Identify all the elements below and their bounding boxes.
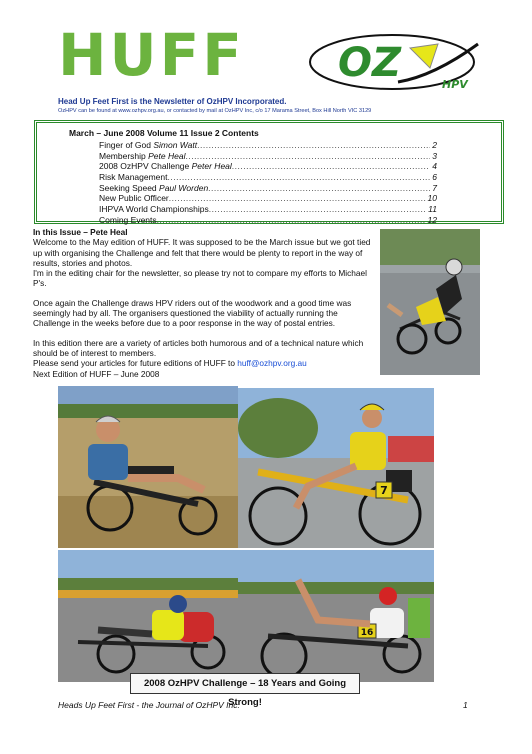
intro-paragraph: In this edition there are a variety of articles both humorous and of a technical nature which should be of interest to members. [33,337,364,358]
toc-page: 10 [427,193,437,204]
toc-page: 6 [432,172,437,183]
toc-row[interactable] [99,183,437,194]
photo-rider-red-fairing [58,550,238,682]
svg-text:OZ: OZ [338,40,402,86]
intro-heading: In this Issue – Pete Heal [33,227,128,237]
race-number: 16 [360,628,374,638]
toc-page: 4 [432,161,437,172]
intro-paragraph: Once again the Challenge draws HPV riders out of the woodwork and a good time was seemingly had by all. The organisers questioned the viability of actually running the Challenge in the weeks before due to a poor response in the way of postal entries. [33,297,352,329]
toc-title: Risk Management [99,172,168,183]
toc-title: New Public Officer [99,193,169,204]
toc-row[interactable] [99,172,437,183]
toc-leader [209,204,426,215]
toc-row[interactable] [99,161,437,172]
photo-rider-grass [58,386,238,548]
toc-author: Pete Heal [148,150,186,161]
toc-page: 11 [428,204,437,215]
toc-title: Coming Events [99,214,157,225]
ozhpv-logo [306,24,486,96]
photo-caption: 2008 OzHPV Challenge – 18 Years and Going Strong! [130,673,360,694]
next-edition: Next Edition of HUFF – June 2008 [33,368,160,379]
footer-page-number: 1 [463,700,468,710]
intro-contact-line [33,358,373,368]
photo-rider-number-16 [238,550,434,682]
toc-leader [208,183,430,194]
toc-title: IHPVA World Championships [99,204,209,215]
table-of-contents [99,140,437,226]
toc-page: 2 [432,140,437,150]
toc-author: Paul Worden [159,182,209,193]
toc-leader [157,215,426,226]
contents-heading: March – June 2008 Volume 11 Issue 2 Contents [69,128,259,138]
toc-title: Finger of God [99,140,154,150]
email-link[interactable]: huff@ozhpv.org.au [237,358,307,369]
contents-box [34,120,504,224]
svg-text:HPV: HPV [442,78,468,91]
intro-paragraph: I'm in the editing chair for the newsletter, so please try not to compare my efforts to Michael P's. [33,268,367,289]
footer-journal: Heads Up Feet First - the Journal of OzHPV Inc. [58,700,240,710]
masthead-title: HUFF [58,21,245,89]
intro-paragraph: Welcome to the May edition of HUFF. It was supposed to be the March issue but we got tied up with organising the Challenge and felt that there would be plenty to report in the way of results, stories and photos. [33,237,371,268]
intro-article [33,227,373,379]
photo-rider-track [380,229,480,375]
masthead-tagline: Head Up Feet First is the Newsletter of OzHPV Incorporated. [58,97,287,106]
toc-page: 7 [432,182,437,193]
toc-author: Peter Heal [191,161,232,172]
toc-leader [197,140,430,151]
toc-leader [185,151,430,162]
toc-row[interactable] [99,193,437,204]
toc-row[interactable] [99,140,437,151]
toc-page: 3 [432,150,437,161]
toc-title: Seeking Speed [99,182,160,193]
toc-page: 12 [427,214,437,225]
toc-leader [169,193,426,204]
photo-rider-number-7 [238,388,434,548]
intro-contact-prefix: Please send your articles for future editions of HUFF to [33,358,238,369]
toc-author: Simon Watt [153,140,198,150]
race-number: 7 [380,484,388,497]
toc-row[interactable] [99,204,437,215]
toc-title: 2008 OzHPV Challenge [99,161,192,172]
toc-row[interactable] [99,151,437,162]
toc-leader [232,161,430,172]
toc-title: Membership [99,150,149,161]
masthead-contact: OzHPV can be found at www.ozhpv.org.au, or contacted by mail at OzHPV Inc, c/o 17 Marama Street, Box Hill North VIC 3129 [58,108,372,114]
toc-leader [168,172,431,183]
toc-row[interactable] [99,215,437,226]
